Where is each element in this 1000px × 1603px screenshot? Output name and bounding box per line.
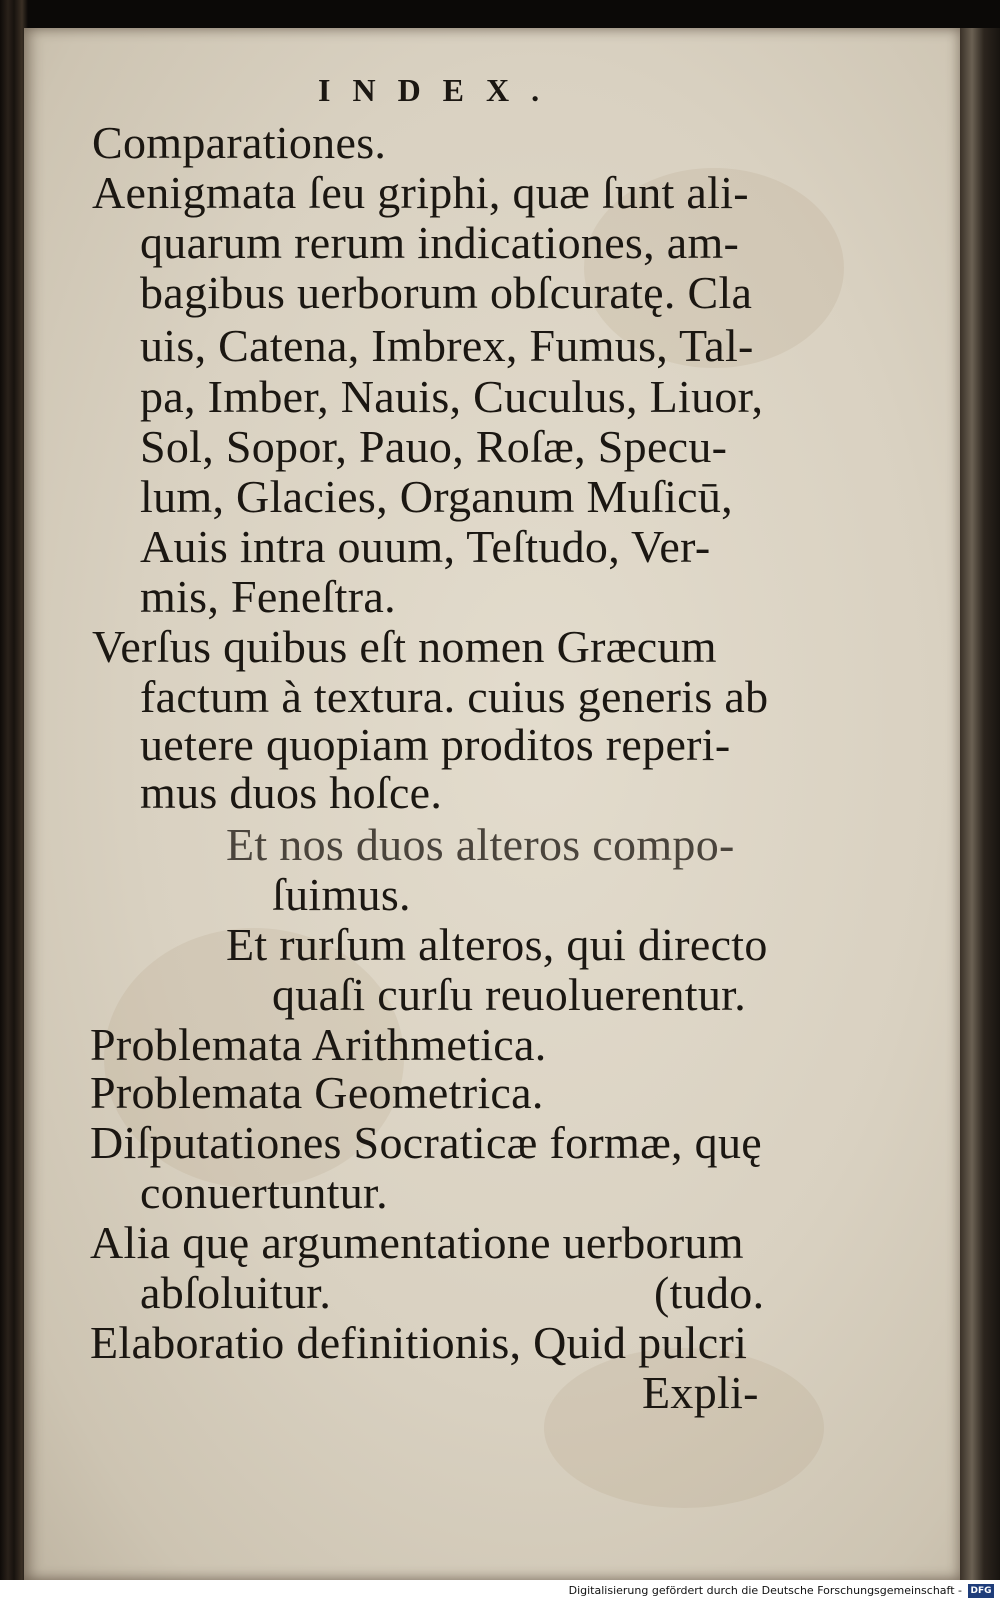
running-header: INDEX. — [318, 72, 562, 108]
text-line: quarum rerum indicationes, am- — [140, 217, 740, 268]
text-line: Et nos duos alteros compo- — [226, 819, 735, 870]
text-line: mis, Feneſtra. — [140, 571, 396, 622]
digitization-credit: Digitalisierung gefördert durch die Deutsche Forschungsgemeinschaft - — [568, 1584, 962, 1597]
text-line: abſoluitur. — [140, 1267, 332, 1318]
text-line: pa, Imber, Nauis, Cuculus, Liuor, — [140, 371, 764, 422]
text-line: Aenigmata ſeu griphi, quæ ſunt ali- — [92, 167, 749, 218]
text-line: Problemata Geometrica. — [90, 1067, 544, 1118]
text-line: Problemata Arithmetica. — [90, 1019, 547, 1070]
text-line: uetere quopiam proditos reperi- — [140, 719, 731, 770]
text-line: bagibus uerborum obſcuratę. Cla — [140, 267, 753, 318]
text-line: Alia quę argumentatione uerborum — [90, 1217, 744, 1268]
text-line: Comparationes. — [92, 117, 387, 168]
text-line: lum, Glacies, Organum Muſicū, — [140, 471, 733, 522]
text-line: conuertuntur. — [140, 1167, 388, 1218]
text-line: mus duos hoſce. — [140, 767, 443, 818]
text-line: Verſus quibus eſt nomen Græcum — [92, 621, 717, 672]
text-line: quaſi curſu reuoluerentur. — [272, 969, 747, 1020]
text-line: Diſputationes Socraticæ formæ, quę — [90, 1117, 762, 1168]
text-line: Elaboratio definitionis, Quid pulcri — [90, 1317, 748, 1368]
dfg-logo: DFG — [968, 1584, 994, 1598]
text-line: Sol, Sopor, Pauo, Roſæ, Specu- — [140, 421, 728, 472]
text-line: factum à textura. cuius generis ab — [140, 671, 769, 722]
text-line: uis, Catena, Imbrex, Fumus, Tal- — [140, 320, 754, 371]
text-line: Et rurſum alteros, qui directo — [226, 919, 768, 970]
catchword: Expli- — [642, 1367, 759, 1418]
text-line: ſuimus. — [272, 869, 411, 920]
text-line: Auis intra ouum, Teſtudo, Ver- — [140, 521, 711, 572]
book-fore-edge — [960, 28, 1000, 1580]
text-line: (tudo. — [654, 1267, 765, 1318]
